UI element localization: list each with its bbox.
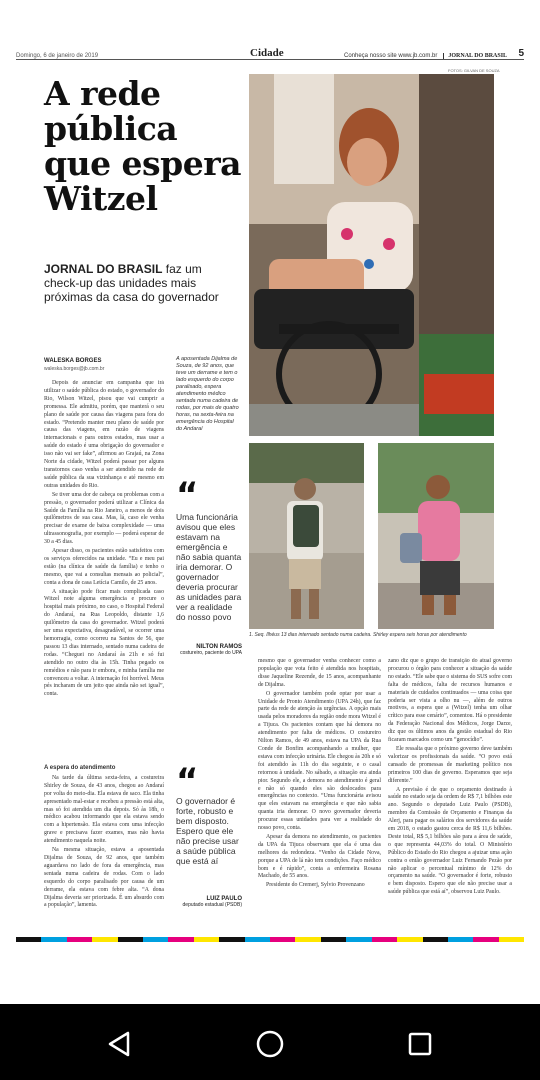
section-title: Cidade [250,47,284,59]
issue-date: Domingo, 6 de janeiro de 2019 [16,53,99,59]
color-swatch [423,937,448,942]
body-column-1-continued [44,760,164,930]
pull-quote-2: O governador é forte, robusto e bem disposto. Espero que ele não precise usar a saúde pública que está aí [176,796,239,866]
page-header [16,44,524,60]
paragraph: O governador também pode optar por usar a Unidade de Pronto Atendimento (UPA 24h), que faz parte da rede de atenção às urgências. A opção mais usada pelos moradores da região onde mora Witzel é a Tijuca. Os pacientes contam que há demora no atendimento por falta de médicos. O costureiro Nilton Ramos, de 49 anos, estava na UPA da Rua Conde de Bonfim acompanhando a mulher, que estava com infecção urinária. Ele chegou às 20h e só foi atendido às 11h do dia seguinte, e o casal retornou à unidade. No sábado, a situação era ainda pior. Segundo ele, a demora no atendimento é geral e não só quando eles são deslocados para emergências no contexto. “Uma funcionária avisou que eles estavam na emergência e que não sabia quanta iria demorar. O novo governador deveria procurar essas unidades para ver a realidade do nosso povo, conta. [258,690,381,832]
pull-quote-2-author [176,896,242,908]
byline-name: WALESKA BORGES [44,358,102,364]
subhead-brand: JORNAL DO BRASIL [44,262,163,276]
recents-button[interactable] [400,1024,440,1064]
secondary-photo-caption: 1. Seq. Ilhéus 13 dias internado sentado numa cadeira. Shirley espera seis horas por atendimento [249,632,467,638]
color-swatch [41,937,66,942]
triangle-back-icon [106,1030,134,1058]
article-headline: A rede pública que espera Witzel [44,74,241,218]
color-swatch [194,937,219,942]
android-nav-bar [0,1004,540,1080]
pull-quote-2-role: deputado estadual (PSDB) [182,902,242,908]
color-swatch [16,937,41,942]
color-swatch [499,937,524,942]
color-swatch [397,937,422,942]
main-photo-image [249,74,494,436]
back-button[interactable] [100,1024,140,1064]
body-column-2 [258,658,381,932]
main-photo-caption: A aposentada Dijalma de Souza, de 92 anos, que teve um derrame e tem o lado esquerdo do corpo paralisado, espera atendimento médico sentada numa cadeira de rodas, por mais de quatro horas, na sexta-feira na emergência do Hospital do Andaraí [176,356,239,432]
pull-quote-1: Uma funcionária avisou que eles estavam na emergência e não sabia quanta iria demorar. O governador deveria procurar as unidades para ver a realidade do nosso povo [176,512,242,622]
status-bar [0,0,540,28]
paragraph: Na tarde da última sexta-feira, a costureira Shirley de Souza, de 43 anos, chegou ao Andaraí por volta do meio-dia. Ela estava de saco. Ela tinha apresentado mal-estar e recebeu a pressão está alta, mas só foi atendida um dia depois. Só às 18h, o médico acabou informando que ela estava sendo com a hipertensão. Ela estava com uma infecção grave e precisava fazer exames, mas não havia atendimento naquela noite. [44,774,164,845]
pull-quote-1-author [176,644,242,656]
pull-quote-1-role: costureiro, paciente do UPA [180,650,242,656]
main-photo [249,74,494,436]
pull-quote-1-name: NILTON RAMOS [196,644,242,650]
color-swatch [321,937,346,942]
paragraph: Depois de anunciar em campanha que irá utilizar o saúde pública do estado, o governador do Rio, Wilson Witzel, pisou que vai cumprir a promessa. Ele admitiu, porém, que manterá o seu plano de saúde por causa das viagens para fora do estado. “Pretendo manter meu plano de saúde por causa das viagens, em razão de viagens internacionais e para outros estados, mas usar a saúde do estado é uma obrigação do governador e isso não vai ser fake”, afirmou ao Grajaú, na Zona Norte da cidade, Witzel poderá passar por alguns transtornos caso venha a ser atendido na rede de saúde pública da sua vizinhança e até mesmo em outras unidades do Rio. [44,380,164,489]
home-button[interactable] [250,1024,290,1064]
paragraph: mesmo que o governador venha conhecer como a população que vota feito é atendida nos hospitais, disse Jaqueline Rezende, de 15 anos, acompanhante de Dijalma. [258,658,381,688]
color-swatch [92,937,117,942]
photo-credit: FOTOS: GILVAN DE SOUZA [448,68,500,73]
color-swatch [295,937,320,942]
quote-mark-icon: “ [176,475,199,515]
third-photo [378,443,494,629]
paragraph: Na mesma situação, estava a aposentada Dijalma de Souza, de 92 anos, que também aguardava no lado de fora da emergência, mas sentada numa cadeira de rodas. Com o lado esquerdo do corpo paralisado por causa de um derrame, ela estava com febre alta. “A dona Dijalma deveria ser priorizada. É um absurdo com a população”, lamenta. [44,847,164,909]
paragraph: Apesar da demora no atendimento, os pacientes da UPA da Tijuca observam que ela é uma das melhores da redondeza. “Venho da Cidade Nova, porque a UPA de lá não tem condições. Faço médico bom e é rápido”, conta a enfermeira Rosana Machado, de 55 anos. [258,833,381,880]
paragraph: Apesar disso, os pacientes estão satisfeitos com os serviços oferecidos na unidade. “Eu e meu pai estão (na clínica de saúde da família) e tenho o mesmo, que vai a consultas mensais ao policial”, conta a dona de casa Letícia Camilo, de 25 anos. [44,548,164,586]
subhead-text: faz um check-up das unidades mais próximas da casa do governador [44,262,219,304]
paragraph: Presidente do Cremerj, Sylvio Provenzano [266,882,365,889]
color-swatch [473,937,498,942]
second-photo-image [249,443,364,629]
body-column-1 [44,380,164,758]
paragraph: zano diz que o grupo de transição do atual governo procurou o órgão para conhecer a situação da saúde no estado. “Ele sabe que o sistema do SUS sofre com falta de médicos, falta de recursos humanos e materiais de cuidados continuados — uma coisa que poderia ser vista a olho nu —, além de outros motivos, a espera que a (Witzel) tenha um olhar crítico para esse cenário”, comentou. Há o presidente da Federação Nacional dos Médicos, Jorge Darze, diz que os últimos anos da gestão estadual do Rio ficaram marcados como um “genocídio”. [388,658,512,744]
color-swatch [168,937,193,942]
paragraph: Ele ressalta que o próximo governo deve também valorizar os profissionais da saúde. “O povo está cansado de promessas de marketing político nos primeiros 100 dias de governo. Esperamos que seja diferente.” [388,745,512,784]
color-swatch [346,937,371,942]
color-swatch [219,937,244,942]
site-promo: Conheça nosso site www.jb.com.br [344,53,438,59]
square-recents-icon [407,1031,433,1057]
color-swatch [245,937,270,942]
paragraph: Se tiver uma dor de cabeça ou problemas com a pressão, o governador poderá utilizar a Clínica da Saúde da Família na Rio Janeiro, a menos de dois quilômetros de sua casa. Mas, lá, caso ele venha precisar de exame de baixa complexidade — uma ultrassonografia, por exemplo — poderá esperar de 30 a 45 dias. [44,491,164,546]
byline [44,358,164,372]
body-column-3 [388,658,512,932]
masthead-brand: JORNAL DO BRASIL [443,53,507,59]
third-photo-image [378,443,494,629]
paragraph: A previsão é de que o orçamento destinado à saúde no estado seja da ordem de R$ 7,1 bilhões este ano. Segundo o deputado Luiz Paulo (PSDB), membro da Comissão de Orçamento e Finanças da Alerj, para pagar os salários dos servidores da saúde em 2018, o estado gastou cerca de R$ 11,6 bilhões. Deste total, R$ 5,1 bilhões são para a área de saúde, o que representa 44,03% do total. O Ministério Público do Estado do Rio chegou a ajuizar uma ação contra o então governador Luiz Fernando Pezão por não aplicar o percentual mínimo de 12% do orçamento na saúde. “O governador é forte, robusto e bem disposto. Espero que ele não precise usar a saúde pública que está aí”, observou Luiz Paulo. [388,786,512,896]
article-subhead [44,262,239,304]
paragraph: A situação pode ficar mais complicada caso Witzel note alguma emergência e procure o hospital mais próximo, no caso, o Hospital Federal do Andaraí, na Rua Leopoldo, distante 1,6 quilômetro da casa do governador. Witzel poderá ser uma expectativa, desagradável, se ocorrer uma hemorragia, como ocorreu na Santos de 56, que passou 13 dias internado, sentado numa cadeira de rodas. “Cheguei no Andaraí às 21h e só fui atendido no outro dia às 15h. Tinha pegado os remédios e não para ir embora, e minha família me convenceu a voltar. A internação foi horrível. Meus pés incharam de um jeito que ainda não sei igual”, conta. [44,588,164,698]
pull-quote-2-name: LUIZ PAULO [206,896,242,902]
print-color-bar [16,937,524,942]
color-swatch [270,937,295,942]
quote-mark-icon: “ [176,761,199,801]
newspaper-page [0,28,540,973]
color-swatch [118,937,143,942]
page-number: 5 [518,48,524,59]
circle-home-icon [255,1029,285,1059]
subsection-heading: A espera do atendimento [44,765,116,771]
color-swatch [372,937,397,942]
byline-email: waleska.borges@jb.com.br [44,366,105,372]
second-photo [249,443,364,629]
color-swatch [448,937,473,942]
color-swatch [67,937,92,942]
color-swatch [143,937,168,942]
